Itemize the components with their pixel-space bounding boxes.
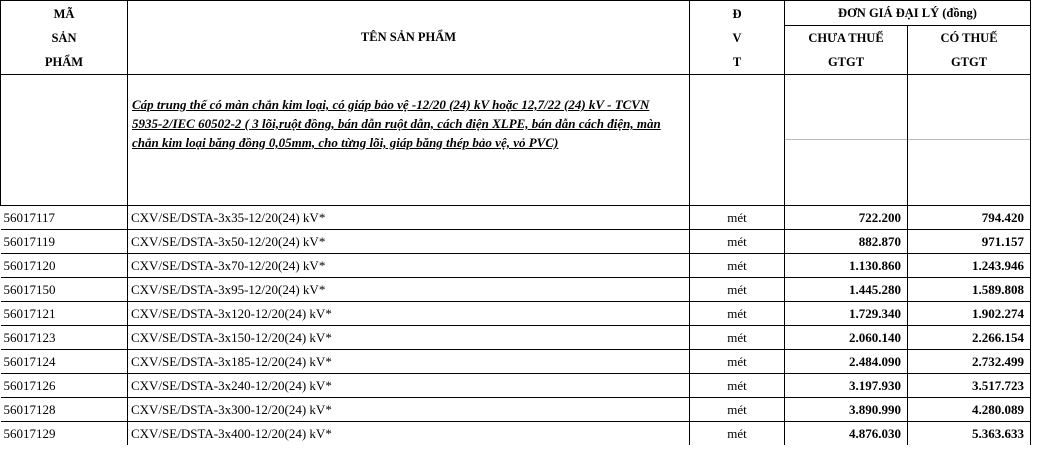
table-row <box>1 254 1031 278</box>
product-code: 56017121 <box>1 302 128 326</box>
product-code: 56017126 <box>1 374 128 398</box>
table-row <box>1 302 1031 326</box>
price-pre-tax: 1.729.340 <box>785 302 908 326</box>
header-with-tax-line-1: CÓ THUẾ <box>940 31 998 45</box>
product-unit: mét <box>690 206 785 230</box>
product-rows <box>1 206 1031 446</box>
price-with-tax: 971.157 <box>908 230 1031 254</box>
product-name: CXV/SE/DSTA-3x95-12/20(24) kV* <box>128 278 690 302</box>
header-pre-tax <box>785 26 908 75</box>
product-unit: mét <box>690 302 785 326</box>
product-code: 56017129 <box>1 422 128 446</box>
price-pre-tax: 2.060.140 <box>785 326 908 350</box>
price-with-tax: 794.420 <box>908 206 1031 230</box>
price-pre-tax: 2.484.090 <box>785 350 908 374</box>
product-unit: mét <box>690 230 785 254</box>
price-pre-tax: 3.197.930 <box>785 374 908 398</box>
product-name: CXV/SE/DSTA-3x50-12/20(24) kV* <box>128 230 690 254</box>
product-name: CXV/SE/DSTA-3x35-12/20(24) kV* <box>128 206 690 230</box>
header-unit-line-2: V <box>732 30 742 45</box>
header-code-line-3: PHẨM <box>44 54 84 69</box>
price-pre-tax: 882.870 <box>785 230 908 254</box>
price-with-tax: 1.902.274 <box>908 302 1031 326</box>
product-unit: mét <box>690 398 785 422</box>
product-code: 56017124 <box>1 350 128 374</box>
product-name: CXV/SE/DSTA-3x70-12/20(24) kV* <box>128 254 690 278</box>
product-code: 56017128 <box>1 398 128 422</box>
price-with-tax: 2.266.154 <box>908 326 1031 350</box>
product-name: CXV/SE/DSTA-3x400-12/20(24) kV* <box>128 422 690 446</box>
product-unit: mét <box>690 326 785 350</box>
header-unit-line-1: Đ <box>732 6 742 21</box>
header-price-group: ĐƠN GIÁ ĐẠI LÝ (đồng) <box>785 1 1031 26</box>
product-unit: mét <box>690 350 785 374</box>
table-row <box>1 398 1031 422</box>
section-pre-tax-cell <box>785 75 908 206</box>
header-pre-tax-line-2: GTGT <box>827 55 865 69</box>
header-code-line-2: SẢN <box>51 30 77 45</box>
product-code: 56017120 <box>1 254 128 278</box>
price-with-tax: 5.363.633 <box>908 422 1031 446</box>
table-row <box>1 230 1031 254</box>
price-pre-tax: 4.876.030 <box>785 422 908 446</box>
header-with-tax-line-2: GTGT <box>950 55 988 69</box>
product-code: 56017123 <box>1 326 128 350</box>
product-unit: mét <box>690 422 785 446</box>
product-code: 56017150 <box>1 278 128 302</box>
price-pre-tax: 722.200 <box>785 206 908 230</box>
table-row <box>1 350 1031 374</box>
table-row <box>1 422 1031 446</box>
section-unit-cell <box>690 75 785 206</box>
product-code: 56017119 <box>1 230 128 254</box>
price-pre-tax: 1.130.860 <box>785 254 908 278</box>
product-unit: mét <box>690 374 785 398</box>
product-name: CXV/SE/DSTA-3x300-12/20(24) kV* <box>128 398 690 422</box>
table-row <box>1 206 1031 230</box>
table-row <box>1 278 1031 302</box>
price-pre-tax: 3.890.990 <box>785 398 908 422</box>
table-row <box>1 326 1031 350</box>
section-description-cell <box>128 75 690 206</box>
header-code <box>1 1 128 75</box>
price-with-tax: 1.243.946 <box>908 254 1031 278</box>
product-unit: mét <box>690 254 785 278</box>
section-with-tax-cell <box>908 75 1031 206</box>
price-pre-tax: 1.445.280 <box>785 278 908 302</box>
section-row <box>1 75 1031 206</box>
product-name: CXV/SE/DSTA-3x150-12/20(24) kV* <box>128 326 690 350</box>
product-name: CXV/SE/DSTA-3x120-12/20(24) kV* <box>128 302 690 326</box>
header-unit-line-3: T <box>732 54 742 69</box>
section-description: Cáp trung thế có màn chắn kim loại, có giáp bảo vệ -12/20 (24) kV hoặc 12,7/22 (24) kV - TCVN 5935-2/IEC 60502-2 ( 3 lõi,ruột đồng, bán dẫn ruột dẫn, cách điện XLPE, bán dẫn cách điện, màn chắn kim loại băng đồng 0,05mm, cho từng lõi, giáp băng thép bảo vệ, vỏ PVC) <box>132 97 661 150</box>
header-pre-tax-line-1: CHƯA THUẾ <box>808 31 884 45</box>
section-code-cell <box>1 75 128 206</box>
product-name: CXV/SE/DSTA-3x185-12/20(24) kV* <box>128 350 690 374</box>
header-with-tax <box>908 26 1031 75</box>
product-code: 56017117 <box>1 206 128 230</box>
header-code-line-1: MÃ <box>53 6 75 21</box>
price-with-tax: 3.517.723 <box>908 374 1031 398</box>
header-product-name: TÊN SẢN PHẨM <box>128 1 690 75</box>
table-row <box>1 374 1031 398</box>
product-name: CXV/SE/DSTA-3x240-12/20(24) kV* <box>128 374 690 398</box>
product-unit: mét <box>690 278 785 302</box>
price-with-tax: 2.732.499 <box>908 350 1031 374</box>
header-unit <box>690 1 785 75</box>
price-with-tax: 1.589.808 <box>908 278 1031 302</box>
price-with-tax: 4.280.089 <box>908 398 1031 422</box>
